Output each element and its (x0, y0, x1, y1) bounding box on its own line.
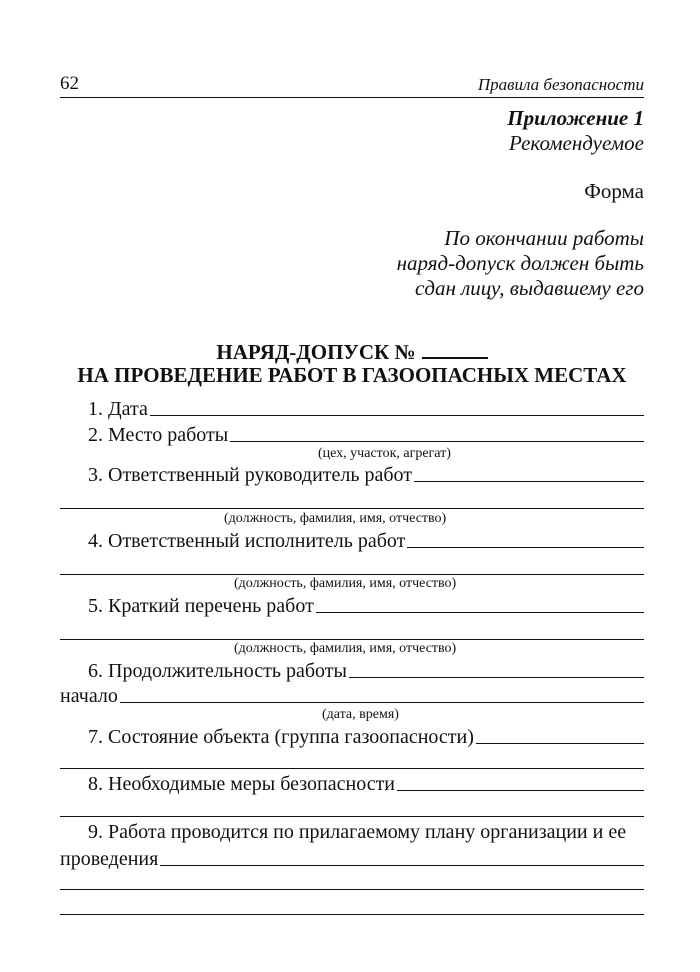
work-list-row (60, 592, 644, 617)
duration-label: 6. Продолжительность работы (88, 660, 347, 682)
document-title (60, 340, 644, 364)
safety-measures-field-continuation[interactable] (60, 816, 644, 817)
date-field[interactable] (150, 415, 644, 416)
object-state-field-continuation[interactable] (60, 768, 644, 769)
place-row (60, 421, 644, 446)
work-list-field-continuation[interactable] (60, 639, 644, 640)
note-line: По окончании работы (444, 226, 644, 250)
duration-row (60, 657, 644, 682)
place-caption: (цех, участок, агрегат) (318, 446, 451, 461)
plan-paragraph (60, 821, 644, 843)
safety-measures-row (60, 770, 644, 795)
start-label: начало (60, 685, 118, 707)
manager-caption: (должность, фамилия, имя, отчество) (224, 511, 447, 526)
return-note (397, 226, 644, 301)
manager-field-continuation[interactable] (60, 508, 644, 509)
executor-field[interactable] (407, 547, 644, 548)
plan-field-line-2[interactable] (60, 889, 644, 890)
appendix-subtitle: Рекомендуемое (509, 131, 644, 155)
object-state-label: 7. Состояние объекта (группа газоопасности) (88, 726, 474, 748)
document-subtitle: НА ПРОВЕДЕНИЕ РАБОТ В ГАЗООПАСНЫХ МЕСТАХ (77, 363, 627, 387)
executor-caption: (должность, фамилия, имя, отчество) (234, 576, 457, 591)
place-label: 2. Место работы (88, 424, 229, 446)
plan-text-line: 9. Работа проводится по прилагаемому плану организации и ее (88, 821, 627, 843)
start-caption: (дата, время) (322, 707, 399, 722)
manager-field[interactable] (414, 481, 644, 482)
object-state-field[interactable] (476, 743, 644, 744)
object-state-row (60, 723, 644, 748)
duration-field[interactable] (349, 677, 644, 678)
start-row (60, 682, 644, 707)
permit-number-field[interactable] (422, 341, 488, 359)
start-field[interactable] (120, 702, 644, 703)
executor-label: 4. Ответственный исполнитель работ (88, 530, 406, 552)
manager-label: 3. Ответственный руководитель работ (88, 464, 413, 486)
work-list-field[interactable] (316, 612, 644, 613)
note-line: сдан лицу, выдавшему его (415, 276, 644, 300)
executor-row (60, 527, 644, 552)
document-title-text: НАРЯД-ДОПУСК № (216, 340, 416, 364)
note-line: наряд-допуск должен быть (396, 251, 644, 275)
place-field[interactable] (230, 441, 644, 442)
date-row (60, 395, 644, 420)
plan-field-line-3[interactable] (60, 914, 644, 915)
running-title: Правила безопасности (477, 75, 644, 94)
appendix-title: Приложение 1 (507, 106, 644, 130)
work-list-caption: (должность, фамилия, имя, отчество) (234, 641, 457, 656)
date-label: 1. Дата (88, 398, 148, 420)
plan-label: проведения (60, 848, 159, 870)
safety-measures-label: 8. Необходимые меры безопасности (88, 773, 396, 795)
safety-measures-field[interactable] (397, 790, 644, 791)
page-header (60, 73, 644, 98)
executor-field-continuation[interactable] (60, 574, 644, 575)
page-number: 62 (60, 73, 79, 94)
plan-field[interactable] (160, 865, 644, 866)
work-list-label: 5. Краткий перечень работ (88, 595, 314, 617)
form-label: Форма (584, 179, 644, 203)
plan-row (60, 845, 644, 870)
manager-row (60, 461, 644, 486)
